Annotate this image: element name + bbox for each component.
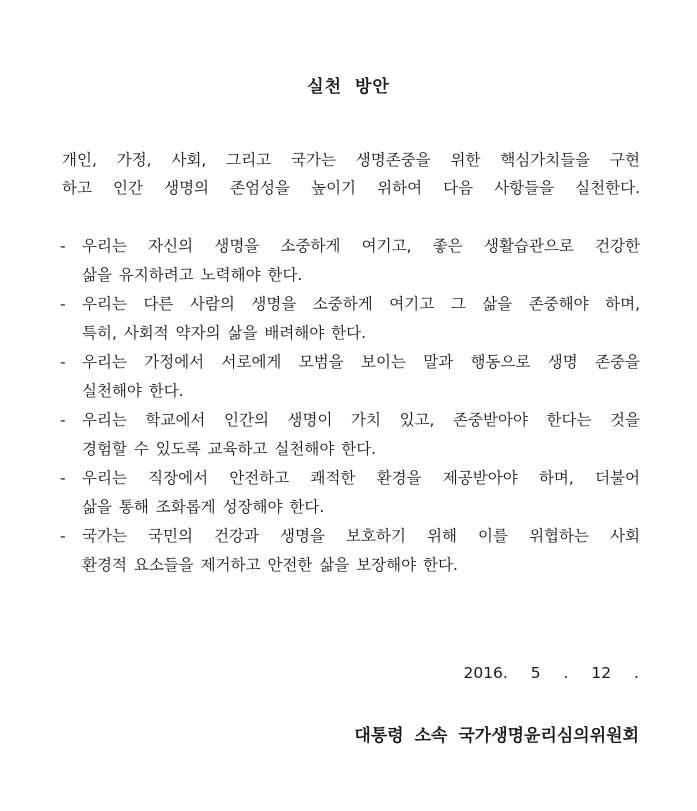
bullet-dash: - bbox=[60, 353, 66, 371]
list-item bbox=[60, 348, 640, 406]
list-item-line-2: 경험할 수 있도록 교육하고 실천해야 한다. bbox=[82, 440, 377, 458]
list-item-line-1: 우리는 직장에서 안전하고 쾌적한 환경을 제공받아야 하며, 더불어 bbox=[82, 469, 640, 487]
bullet-dash: - bbox=[60, 411, 66, 429]
list-item-line-1: 우리는 학교에서 인간의 생명이 가치 있고, 존중받아야 한다는 것을 bbox=[82, 411, 640, 429]
list-item-line-2: 삶을 통해 조화롭게 성장해야 한다. bbox=[82, 498, 325, 516]
list-item bbox=[60, 406, 640, 464]
list-item-line-2: 환경적 요소들을 제거하고 안전한 삶을 보장해야 한다. bbox=[82, 556, 458, 574]
list-item bbox=[60, 464, 640, 522]
action-list bbox=[60, 232, 640, 580]
list-item-line-1: 우리는 다른 사람의 생명을 소중하게 여기고 그 삶을 존중해야 하며, bbox=[82, 295, 640, 313]
bullet-dash: - bbox=[60, 295, 66, 313]
document-date: 2016. 5 . 12 . bbox=[463, 664, 639, 682]
list-item-line-2: 삶을 유지하려고 노력해야 한다. bbox=[82, 266, 303, 284]
list-item bbox=[60, 290, 640, 348]
list-item bbox=[60, 232, 640, 290]
issuing-organization: 대통령 소속 국가생명윤리심의위원회 bbox=[354, 726, 639, 746]
intro-line-1: 개인, 가정, 사회, 그리고 국가는 생명존중을 위한 핵심가치들을 구현 bbox=[62, 151, 640, 169]
document-title: 실천 방안 bbox=[307, 77, 390, 97]
list-item-line-1: 우리는 가정에서 서로에게 모범을 보이는 말과 행동으로 생명 존중을 bbox=[82, 353, 640, 371]
list-item bbox=[60, 522, 640, 580]
list-item-line-2: 특히, 사회적 약자의 삶을 배려해야 한다. bbox=[82, 324, 367, 342]
list-item-line-2: 실천해야 한다. bbox=[82, 382, 184, 400]
list-item-line-1: 국가는 국민의 건강과 생명을 보호하기 위해 이를 위협하는 사회 bbox=[82, 527, 640, 545]
intro-paragraph bbox=[62, 146, 640, 202]
intro-line-2: 하고 인간 생명의 존엄성을 높이기 위하여 다음 사항들을 실천한다. bbox=[62, 179, 640, 197]
list-item-line-1: 우리는 자신의 생명을 소중하게 여기고, 좋은 생활습관으로 건강한 bbox=[82, 237, 640, 255]
bullet-dash: - bbox=[60, 527, 66, 545]
bullet-dash: - bbox=[60, 469, 66, 487]
bullet-dash: - bbox=[60, 237, 66, 255]
